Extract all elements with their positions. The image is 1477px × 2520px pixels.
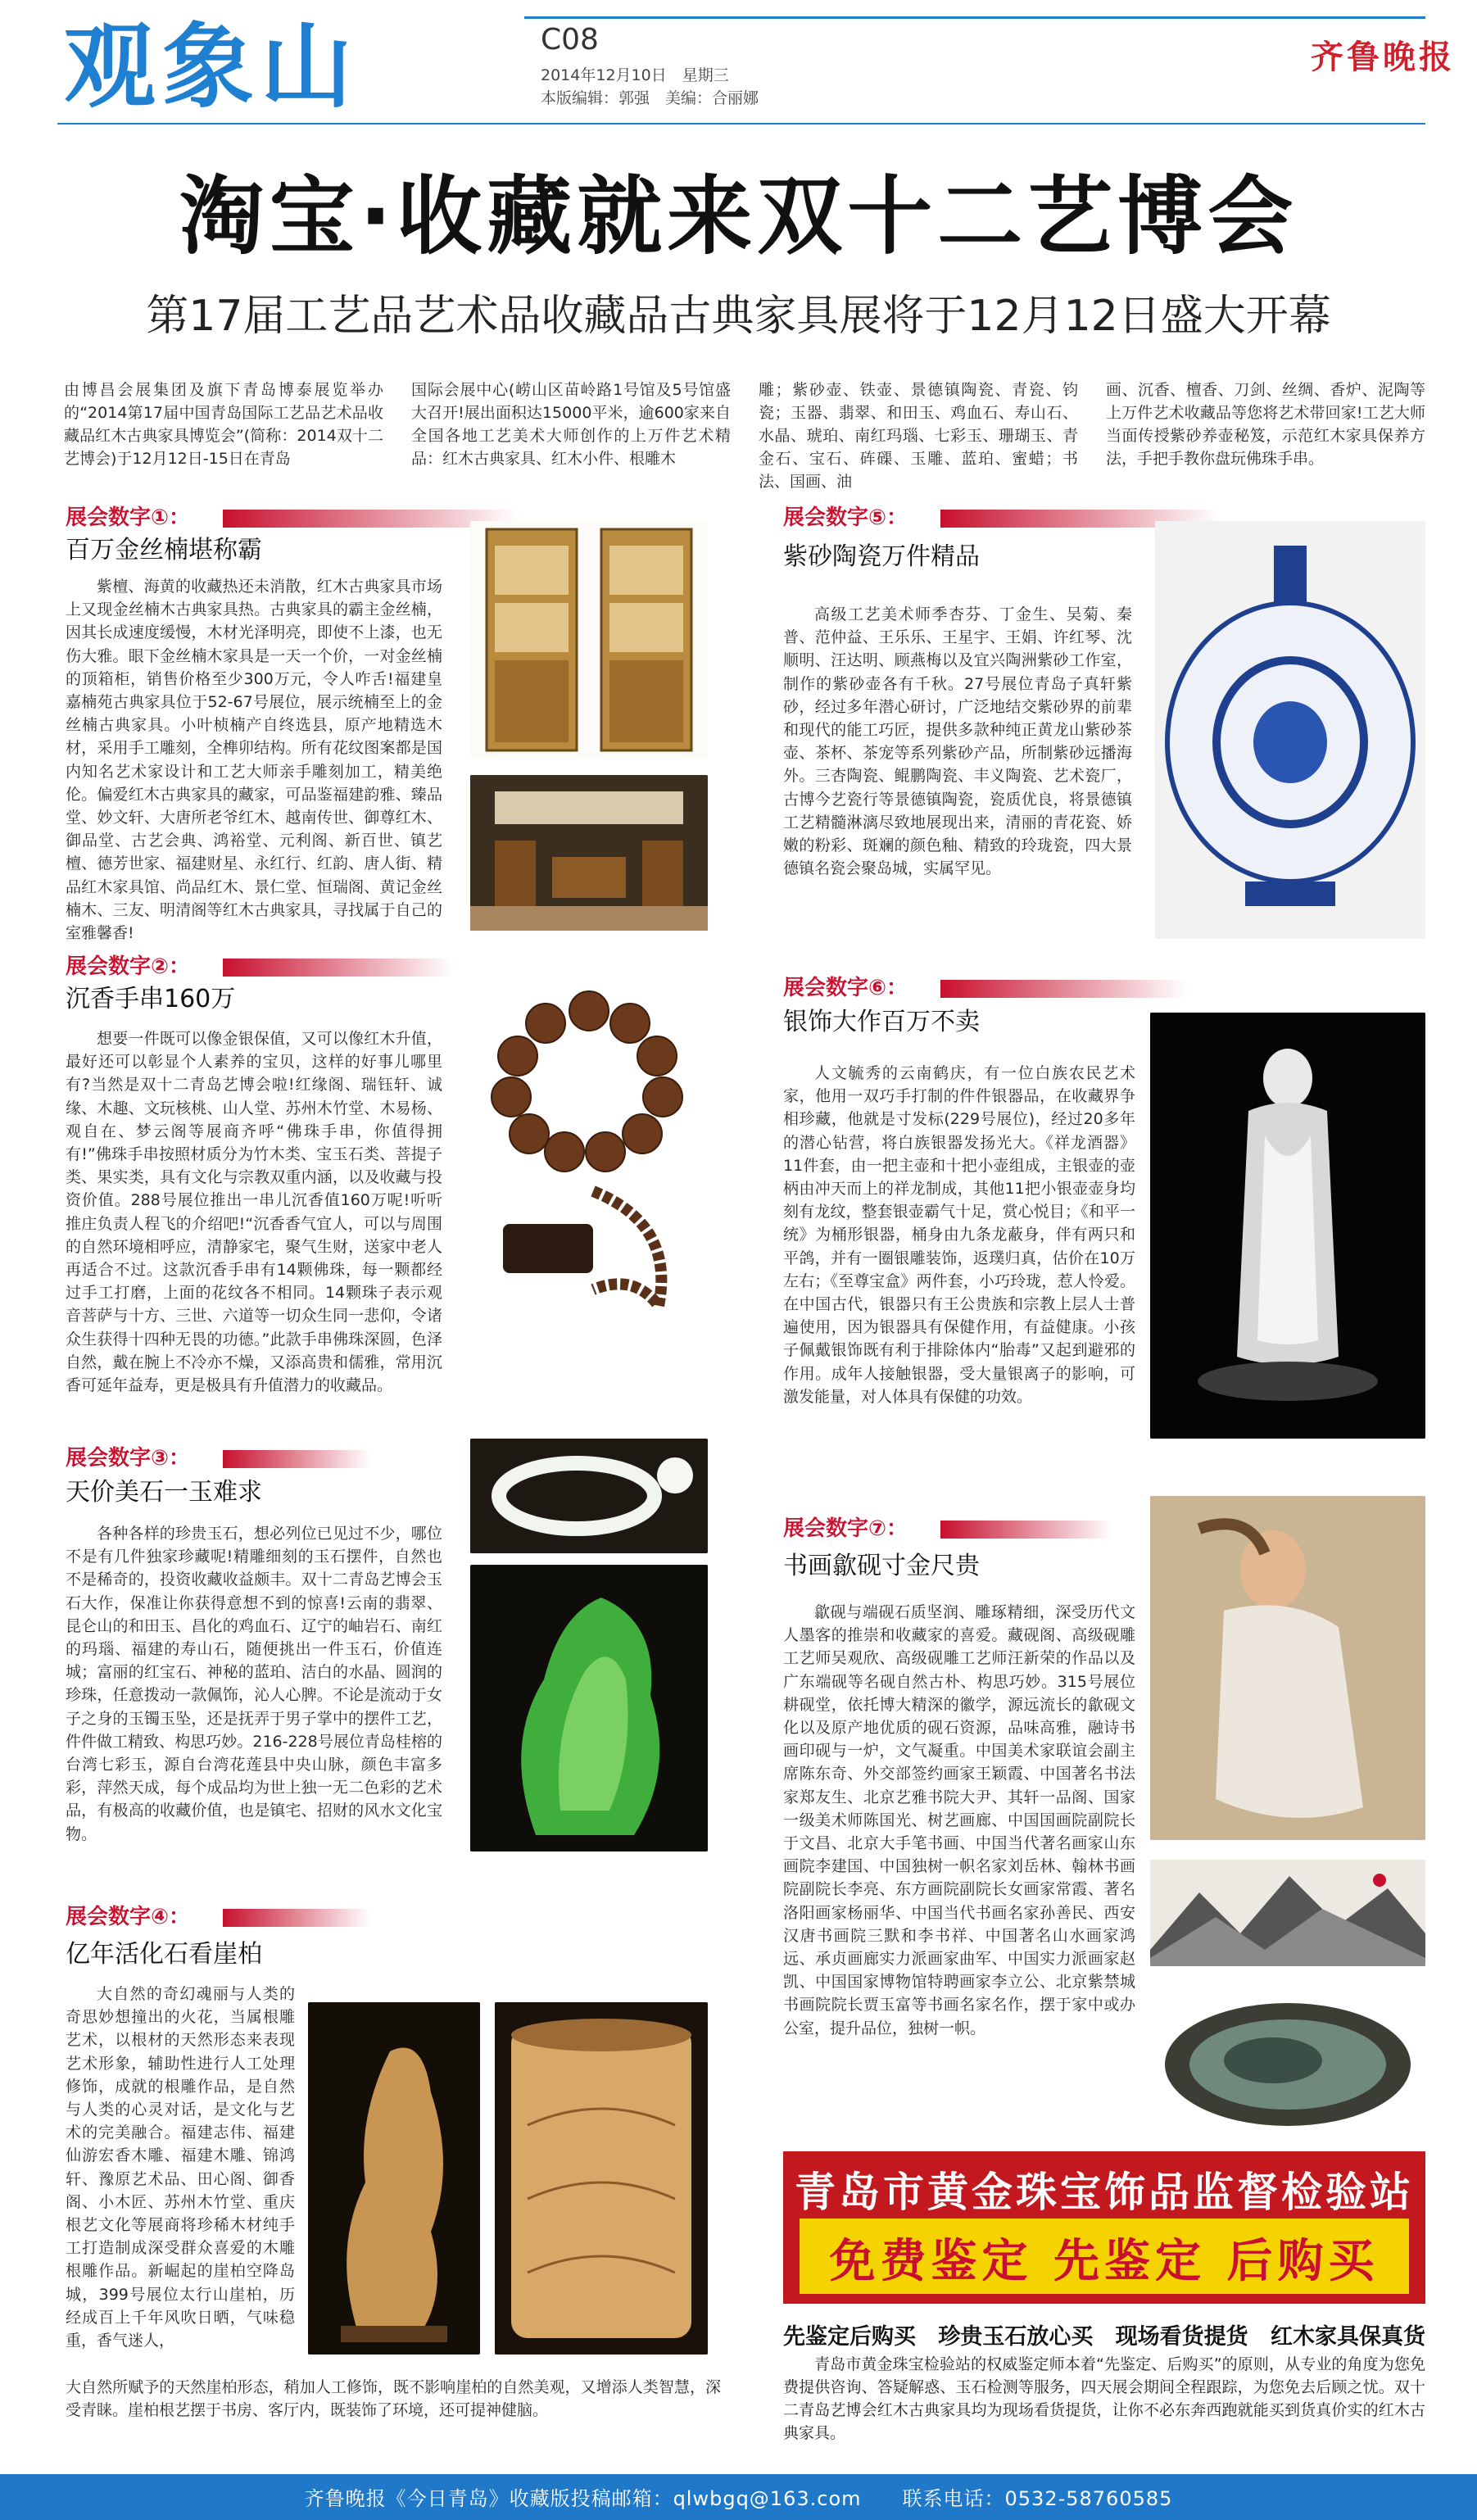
ad-feature-1: 先鉴定后购买 — [783, 2324, 916, 2350]
headline: 淘宝·收藏就来双十二艺博会 — [179, 166, 1298, 266]
section-2-tag: 展会数字②： — [66, 954, 191, 979]
brush-pot-photo — [495, 2002, 708, 2355]
section-3-title: 天价美石一玉难求 — [66, 1478, 262, 1507]
jade-carving-illustration — [470, 1565, 708, 1851]
agarwood-bracelet-photo — [470, 978, 708, 1322]
ad-title: 青岛市黄金珠宝饰品监督检验站 — [795, 2169, 1414, 2216]
section-2-title: 沉香手串160万 — [66, 985, 236, 1013]
jade-bangle-photo — [470, 1439, 708, 1553]
section-7-tag: 展会数字⑦： — [783, 1516, 908, 1541]
section-4-bar — [223, 1909, 370, 1927]
oil-painting-photo — [1150, 1496, 1425, 1840]
section-4-body-narrow: 大自然的奇幻魂丽与人类的奇思妙想撞出的火花，当属根雕艺术，以根材的天然形态来表现艺术形象，辅助性进行人工处理修饰，成就的根雕作品，是自然与人类的心灵对话，是文化与艺术的完美融合。福建志伟、福建仙游宏香木雕、福建木雕、锦鸿轩、豫原艺术品、田心阁、御香阁、小木匠、苏州木竹堂、重庆根艺文化等展商将珍稀木材纯手工打造制成深受群众喜爱的木雕根雕作品。新崛起的崖柏空降岛城，399号展位太行山崖柏，历经成百上千年风吹日晒，气味稳重，香气迷人， — [66, 1985, 295, 2350]
section-2-body: 想要一件既可以像金银保值，又可以像红木升值，最好还可以彰显个人素养的宝贝，这样的好事儿哪里有?当然是双十二青岛艺博会啦!红缘阁、瑞钰轩、诚缘、木趣、文玩核桃、山人堂、苏州木竹堂、木易杨、观自在、梦云阁等展商齐呼“佛珠手串，你值得拥有!”佛珠手串按照材质分为竹木类、宝玉石类、菩提子类、果实类，具有文化与宗教双重内涵，以及收藏与投资价值。288号展位推出一串儿沉香值160万呢!听听推庄负责人程飞的介绍吧!“沉香香气宜人，可以与周围的自然环境相呼应，清静家宅，聚气生财，送家中老人再适合不过。这款沉香手串有14颗佛珠，每一颗都经过手工打磨，上面的花纹各不相同。14颗珠子表示观音菩萨与十方、三世、六道等一切众生同一悲仰，令诸众生获得十四种无畏的功德。”此款手串佛珠深圆，色泽自然，戴在腕上不冷亦不燥，又添高贵和儒雅，常用沉香可延年益寿，更是极具有升值潜力的收藏品。 — [66, 1030, 442, 1395]
paper-logo: 齐鲁晚报 — [1311, 38, 1455, 76]
ad-body: 青岛市黄金珠宝检验站的权威鉴定师本着“先鉴定、后购买”的原则，从专业的角度为您免费提供咨询、答疑解惑、玉石检测等服务，四天展会期间全程跟踪，为您免去后顾之忧。双十二青岛艺博会红木古典家具均为现场看货提货，让你不必东奔西跑就能买到货真价实的红木古典家具。 — [783, 2355, 1425, 2442]
section-5-tag: 展会数字⑤： — [783, 505, 908, 530]
header-divider — [57, 123, 1425, 125]
section-2-bar — [223, 959, 452, 977]
page-meta — [541, 64, 759, 110]
ink-painting-photo — [1150, 1860, 1425, 1966]
cabinet-illustration — [470, 521, 708, 759]
lead-col-1: 由博昌会展集团及旗下青岛博泰展览举办的“2014第17届中国青岛国际工艺品艺术品收藏品红木古典家具博览会”(简称：2014双十二艺博会)于12月12日-15日在青岛 — [64, 381, 383, 468]
brush-pot-illustration — [495, 2002, 708, 2355]
section-1-title: 百万金丝楠堪称霸 — [66, 536, 262, 564]
inkstone-illustration — [1150, 1983, 1425, 2138]
footer-text: 齐鲁晚报《今日青岛》收藏版投稿邮箱：qlwbgq@163.com 联系电话：0532-58760585 — [304, 2487, 1173, 2510]
section-7-bar — [940, 1521, 1112, 1539]
editor-line: 本版编辑：郭强 美编：合丽娜 — [541, 89, 759, 107]
section-3-body: 各种各样的珍贵玉石，想必列位已见过不少，哪位不是有几件独家珍藏呢!精雕细刻的玉石摆件，自然也不是稀奇的，投资收藏收益颇丰。双十二青岛艺博会玉石大作，保准让你获得意想不到的惊喜!云南的翡翠、昆仑山的和田玉、昌化的鸡血石、辽宁的岫岩石、南红的玛瑙、福建的寿山石，随便挑出一件玉石，价值连城；富丽的红宝石、神秘的蓝珀、洁白的水晶、圆润的珍珠，任意拨动一款佩饰，沁人心脾。不论是流动于女子之身的玉镯玉坠，还是抚弄于男子掌中的摆件工艺，件件做工精致、构思巧妙。216-228号展位青岛桂榕的台湾七彩玉，源自台湾花莲县中央山脉，颜色丰富多彩，萍然天成，每个成品均为世上独一无二色彩的艺术品，有极高的收藏价值，也是镇宅、招财的风水文化宝物。 — [66, 1525, 442, 1843]
section-3-bar — [223, 1450, 370, 1468]
bracelet-illustration — [470, 978, 708, 1322]
section-4-tag: 展会数字④： — [66, 1905, 191, 1929]
section-4-body-wide: 大自然所赋予的天然崖柏形态，稍加人工修饰，既不影响崖柏的自然美观，又增添人类智慧，深受青睐。崖柏根艺摆于书房、客厅内，既装饰了环境，还可提神健脑。 — [66, 2378, 721, 2420]
section-1-tag: 展会数字①： — [66, 505, 191, 530]
lead-col-3: 雕；紫砂壶、铁壶、景德镇陶瓷、青瓷、钧瓷；玉器、翡翠、和田玉、鸡血石、寿山石、水晶、琥珀、南红玛瑙、七彩玉、珊瑚玉、青金石、宝石、砗磲、玉雕、蓝珀、蜜蜡；书法、国画、油 — [759, 381, 1078, 491]
ad-feature-2: 珍贵玉石放心买 — [938, 2324, 1094, 2350]
furniture-set-illustration — [470, 775, 708, 931]
section-6-title: 银饰大作百万不卖 — [783, 1008, 980, 1036]
ink-painting-illustration — [1150, 1860, 1425, 1966]
masthead: 观象山 — [64, 14, 359, 120]
silver-statue-photo — [1150, 1013, 1425, 1439]
subheadline: 第17届工艺品艺术品收藏品古典家具展将于12月12日盛大开幕 — [146, 292, 1331, 341]
cabinet-photo — [470, 521, 708, 759]
vase-illustration — [1155, 521, 1425, 939]
date-line: 2014年12月10日 星期三 — [541, 66, 729, 84]
section-1-body: 紫檀、海黄的收藏热还未消散，红木古典家具市场上又现金丝楠木古典家具热。古典家具的霸主金丝楠，因其长成速度缓慢，木材光泽明亮，即使不上漆，也无伤大雅。眼下金丝楠木家具是一天一个价，一对金丝楠的顶箱柜，销售价格至少300万元，令人咋舌!福建皇嘉楠苑古典家具位于52-67号展位，展示统楠至上的金丝楠古典家具。小叶桢楠产自终选县，原产地精选木材，采用手工雕刻，全榫卯结构。所有花纹图案都是国内知名艺术家设计和工艺大师亲手雕刻加工，精美绝伦。偏爱红木古典家具的藏家，可品鉴福建韵雅、臻品堂、妙文轩、大唐所老爷红木、越南传世、御尊红木、御品堂、古艺会典、鸿裕堂、元利阁、新百世、镇艺檀、德芳世家、福建财星、永红行、红韵、唐人街、精品红木家具馆、尚品红木、景仁堂、恒瑞阁、黄记金丝楠木、三友、明清阁等红木古典家具，寻找属于自己的室雅馨香! — [66, 578, 442, 943]
furniture-set-photo — [470, 775, 708, 931]
jade-carving-photo — [470, 1565, 708, 1851]
lead-col-4: 画、沉香、檀香、刀剑、丝绸、香炉、泥陶等上万件艺术收藏品等您将艺术带回家!工艺大师当面传授紫砂养壶秘笈，示范红木家具保养方法，手把手教你盘玩佛珠手串。 — [1106, 381, 1425, 468]
ad-features — [783, 2318, 1425, 2350]
inkstone-photo — [1150, 1983, 1425, 2138]
page-code: C08 — [541, 23, 599, 57]
oil-painting-illustration — [1150, 1496, 1425, 1840]
ad-slogan: 免费鉴定 先鉴定 后购买 — [829, 2235, 1380, 2288]
root-carving-illustration — [308, 2002, 480, 2355]
porcelain-vase-photo — [1155, 521, 1425, 939]
root-carving-photo — [308, 2002, 480, 2355]
lead-col-2: 国际会展中心(崂山区苗岭路1号馆及5号馆盛大召开!展出面积达15000平米，逾600家来自全国各地工艺美术大师创作的上万件艺术精品：红木古典家具、红木小件、根雕木 — [411, 381, 731, 468]
section-6-body: 人文毓秀的云南鹤庆，有一位白族农民艺术家，他用一双巧手打制的件件银器品，在收藏界争相珍藏，他就是寸发标(229号展位)，经过20多年的潜心钻营，将白族银器发扬光大。《祥龙酒器》11件套，由一把主壶和十把小壶组成，主银壶的壶柄由冲天而上的祥龙制成，其他11把小银壶壶身均刻有龙纹，整套银壶霸气十足，赏心悦目；《和平一统》为桶形银器，桶身由九条龙蔽身，伴有两只和平鸽，并有一圈银雕装饰，返璞归真，估价在10万左右；《至尊宝盒》两件套，小巧玲珑，惹人怜爱。在中国古代，银器只有王公贵族和宗教上层人士普遍使用，因为银器具有保健作用，有益健康。小孩子佩戴银饰既有利于排除体内“胎毒”又起到避邪的作用。成年人接触银器，受大量银离子的影响，可激发能量，对人体具有保健的功效。 — [783, 1064, 1135, 1406]
ad-feature-4: 红木家具保真货 — [1270, 2324, 1425, 2350]
section-3-tag: 展会数字③： — [66, 1446, 191, 1471]
section-7-body: 歙砚与端砚石质坚润、雕琢精细，深受历代文人墨客的推崇和收藏家的喜爱。藏砚阁、高级砚雕工艺师吴观欣、高级砚雕工艺师汪新荣的作品以及广东端砚等名砚自然古朴、构思巧妙。315号展位耕砚堂，依托博大精深的徽学，源远流长的歙砚文化以及原产地优质的砚石资源，品味高雅，融诗书画印砚与一炉，文气凝重。中国美术家联谊会副主席陈东奇、外交部签约画家王颖霞、中国著名书法家郑友生、北京艺雅书院大尹、其轩一品阁、国家一级美术师陈国光、树艺画廊、中国国画院副院长于文昌、北京大手笔书画、中国当代著名画家山东画院李建国、中国独树一帜名家刘岳林、翰林书画院副院长李亮、东方画院副院长女画家常霞、著名洛阳画家杨丽华、中国当代书画名家孙善民、西安汉唐书画院三默和李书祥、中国著名山水画家鸿远、承贞画廊实力派画家曲军、中国实力派画家赵凯、中国国家博物馆特聘画家李立公、北京紫禁城书画院院长贾玉富等书画名家名作，摆于家中或办公室，提升品位，独树一帜。 — [783, 1603, 1135, 2037]
section-5-body: 高级工艺美术师季杏芬、丁金生、吴菊、秦普、范仲益、王乐乐、王星宇、王娟、许红琴、沈顺明、汪达明、顾燕梅以及宜兴陶洲紫砂工作室，制作的紫砂壶各有千秋。27号展位青岛子真轩紫砂，经过多年潜心研讨，广泛地结交紫砂界的前辈和现代的能工巧匠，提供多款种纯正黄龙山紫砂茶壶、茶杯、茶宠等系列紫砂产品，所制紫砂远播海外。三杏陶瓷、鲲鹏陶瓷、丰义陶瓷、艺术瓷厂，古博今艺瓷行等景德镇陶瓷，瓷质优良，将景德镇工艺精髓淋漓尽致地展现出来，清丽的青花瓷、娇嫩的粉彩、斑斓的颜色釉、精致的玲珑瓷，四大景德镇名瓷会聚岛城，实属罕见。 — [783, 605, 1132, 878]
section-6-bar — [940, 980, 1186, 998]
silver-statue-illustration — [1150, 1013, 1425, 1439]
bangle-illustration — [470, 1439, 708, 1553]
ad-feature-3: 现场看货提货 — [1115, 2324, 1248, 2350]
section-4-title: 亿年活化石看崖柏 — [66, 1940, 262, 1969]
section-6-header — [783, 972, 1422, 1004]
section-7-title: 书画歙砚寸金尺贵 — [783, 1552, 980, 1580]
section-4-header — [66, 1901, 721, 1933]
masthead-rule — [524, 16, 1425, 19]
section-6-tag: 展会数字⑥： — [783, 976, 908, 1000]
section-5-title: 紫砂陶瓷万件精品 — [783, 542, 980, 571]
